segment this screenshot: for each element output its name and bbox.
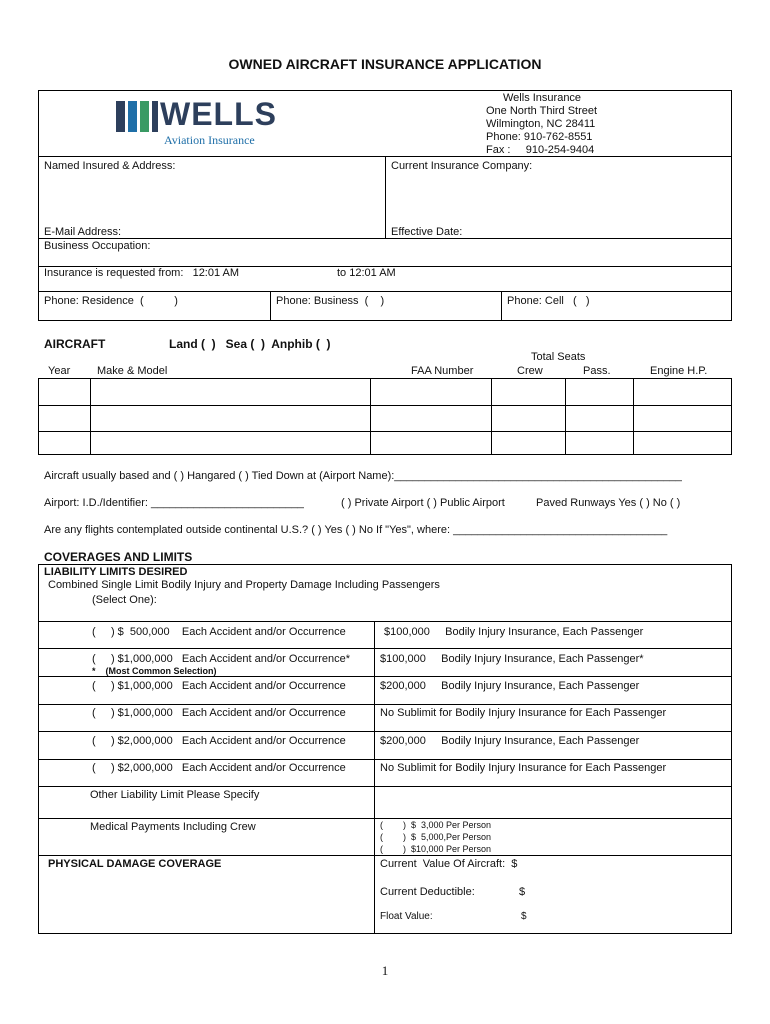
divider (38, 704, 732, 705)
other-liability-label: Other Liability Limit Please Specify (90, 789, 260, 801)
passenger-limit: $200,000 Bodily Injury Insurance, Each Passenger (380, 735, 640, 747)
select-one-label: (Select One): (92, 594, 157, 606)
divider (38, 291, 732, 292)
based-question[interactable]: Aircraft usually based and ( ) Hangared ( ) Tied Down at (Airport Name):_______________________________________________ (44, 470, 682, 482)
float-value-field[interactable]: Float Value: (380, 911, 433, 922)
liability-description: Combined Single Limit Bodily Injury and Property Damage Including Passengers (48, 579, 440, 591)
phone-cell-field[interactable]: Phone: Cell ( ) (507, 295, 590, 307)
divider (385, 156, 386, 238)
liability-option[interactable]: ( ) $2,000,000 Each Accident and/or Occurrence (92, 762, 346, 774)
liability-heading: LIABILITY LIMITS DESIRED (44, 566, 188, 578)
divider (370, 378, 371, 455)
logo-name: WELLS (160, 96, 277, 132)
coverages-heading: COVERAGES AND LIMITS (44, 550, 193, 564)
col-make-model: Make & Model (97, 365, 168, 377)
divider (501, 291, 502, 321)
current-deductible-field[interactable]: Current Deductible: (380, 886, 475, 898)
aircraft-type-options[interactable]: Land ( ) Sea ( ) Anphib ( ) (169, 337, 331, 351)
aircraft-table (38, 378, 732, 455)
requested-to-field[interactable]: to 12:01 AM (337, 267, 396, 279)
divider (38, 238, 732, 239)
medical-payments-label: Medical Payments Including Crew (90, 821, 256, 833)
divider (374, 621, 375, 934)
coverages-table (38, 564, 732, 934)
col-pass: Pass. (583, 365, 611, 377)
liability-option[interactable]: ( ) $2,000,000 Each Accident and/or Occurrence (92, 735, 346, 747)
divider (633, 378, 634, 455)
liability-option[interactable]: ( ) $1,000,000 Each Accident and/or Occurrence (92, 707, 346, 719)
business-occupation-field[interactable]: Business Occupation: (44, 240, 151, 252)
agency-name: Wells Insurance (503, 92, 582, 104)
divider (38, 648, 732, 649)
divider (491, 378, 492, 455)
liability-option[interactable]: ( ) $ 500,000 Each Accident and/or Occurrence (92, 626, 346, 638)
divider (38, 855, 732, 856)
divider (565, 378, 566, 455)
paved-runways-options[interactable]: Paved Runways Yes ( ) No ( ) (536, 497, 681, 509)
agency-city: Wilmington, NC 28411 (486, 118, 596, 130)
divider (38, 818, 732, 819)
effective-date-field[interactable]: Effective Date: (391, 226, 463, 238)
passenger-limit: No Sublimit for Bodily Injury Insurance for Each Passenger (380, 762, 667, 774)
col-engine-hp: Engine H.P. (650, 365, 708, 377)
divider (38, 621, 732, 622)
divider (38, 759, 732, 760)
page-number: 1 (381, 963, 389, 978)
divider (38, 431, 732, 432)
total-seats-label: Total Seats (531, 351, 586, 363)
requested-from-field[interactable]: Insurance is requested from: 12:01 AM (44, 267, 240, 279)
col-faa-number: FAA Number (411, 365, 474, 377)
passenger-limit: $100,000 Bodily Injury Insurance, Each Passenger* (380, 653, 644, 665)
most-common-note: * (Most Common Selection) (92, 666, 217, 676)
current-company-field[interactable]: Current Insurance Company: (391, 160, 533, 172)
passenger-limit: No Sublimit for Bodily Injury Insurance for Each Passenger (380, 707, 667, 719)
divider (38, 405, 732, 406)
float-dollar: $ (521, 911, 527, 922)
phone-business-field[interactable]: Phone: Business ( ) (276, 295, 385, 307)
named-insured-field[interactable]: Named Insured & Address: (44, 160, 176, 172)
liability-option[interactable]: ( ) $1,000,000 Each Accident and/or Occurrence (92, 680, 346, 692)
flights-question[interactable]: Are any flights contemplated outside continental U.S.? ( ) Yes ( ) No If "Yes", where: ___________________________________ (44, 524, 668, 536)
divider (90, 378, 91, 455)
physical-damage-heading: PHYSICAL DAMAGE COVERAGE (48, 858, 222, 870)
current-value-field[interactable]: Current Value Of Aircraft: $ (380, 858, 518, 870)
divider (38, 676, 732, 677)
email-field[interactable]: E-Mail Address: (44, 226, 122, 238)
divider (38, 731, 732, 732)
medical-option[interactable]: ( ) $10,000 Per Person (380, 844, 492, 854)
medical-option[interactable]: ( ) $ 3,000 Per Person (380, 820, 492, 830)
deductible-dollar: $ (519, 886, 526, 898)
agency-street: One North Third Street (486, 105, 598, 117)
col-crew: Crew (517, 365, 543, 377)
medical-option[interactable]: ( ) $ 5,000,Per Person (380, 832, 492, 842)
phone-residence-field[interactable]: Phone: Residence ( ) (44, 295, 178, 307)
airport-id-field[interactable]: Airport: I.D./Identifier: _________________________ (44, 497, 304, 509)
page-title: OWNED AIRCRAFT INSURANCE APPLICATION (228, 56, 542, 72)
divider (270, 291, 271, 321)
passenger-limit: $100,000 Bodily Injury Insurance, Each Passenger (384, 626, 644, 638)
passenger-limit: $200,000 Bodily Injury Insurance, Each Passenger (380, 680, 640, 692)
agency-phone: Phone: 910-762-8551 (486, 131, 593, 143)
liability-option[interactable]: ( ) $1,000,000 Each Accident and/or Occurrence* (92, 653, 351, 665)
agency-fax: Fax : 910-254-9404 (486, 144, 595, 156)
aircraft-heading: AIRCRAFT (44, 337, 106, 351)
airport-type-options[interactable]: ( ) Private Airport ( ) Public Airport (341, 497, 505, 509)
divider (38, 786, 732, 787)
col-year: Year (48, 365, 71, 377)
logo-subtitle: Aviation Insurance (164, 133, 255, 147)
